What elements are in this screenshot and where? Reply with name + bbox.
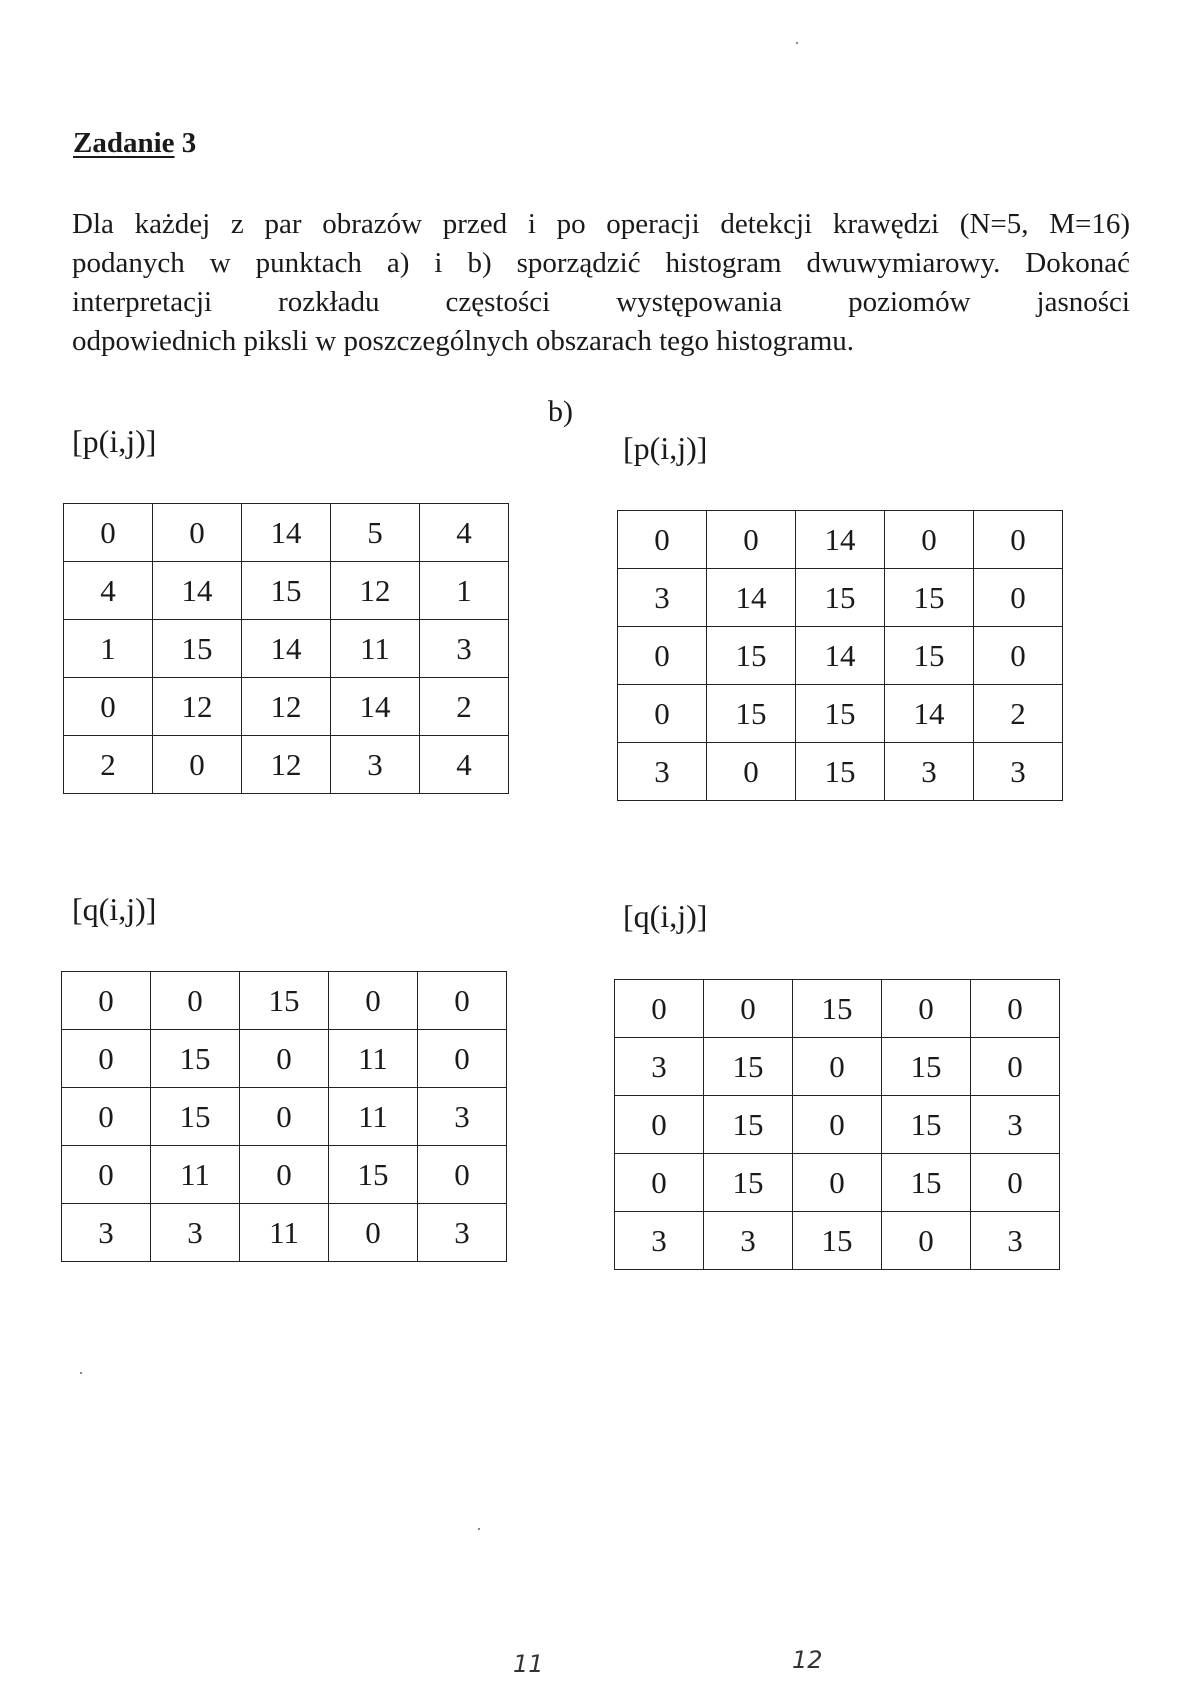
right-p-matrix-cell: 0: [974, 511, 1063, 569]
right-q-matrix-cell: 15: [793, 1212, 882, 1270]
left-p-matrix-row: [64, 620, 509, 678]
left-q-matrix-cell: 0: [418, 1146, 507, 1204]
right-q-matrix-row: [615, 1212, 1060, 1270]
right-p-matrix-cell: 3: [618, 569, 707, 627]
right-p-matrix-cell: 15: [796, 569, 885, 627]
task-line-1: Dla każdej z par obrazów przed i po operacji detekcji krawędzi (N=5, M=16): [72, 208, 1130, 240]
right-p-matrix-row: [618, 627, 1063, 685]
left-p-matrix-cell: 2: [64, 736, 153, 794]
left-q-matrix-cell: 3: [151, 1204, 240, 1262]
left-q-matrix-cell: 3: [418, 1204, 507, 1262]
right-q-matrix-row: [615, 1096, 1060, 1154]
left-p-matrix-cell: 12: [242, 678, 331, 736]
right-q-label: [q(i,j)]: [623, 898, 708, 934]
right-q-matrix-cell: 15: [704, 1096, 793, 1154]
left-q-matrix-cell: 0: [62, 1146, 151, 1204]
right-q-matrix-cell: 0: [882, 980, 971, 1038]
left-p-matrix-cell: 0: [153, 504, 242, 562]
left-q-matrix-cell: 0: [151, 972, 240, 1030]
right-q-matrix-cell: 3: [971, 1096, 1060, 1154]
page-number-left: 11: [513, 1650, 544, 1678]
right-p-matrix-cell: 14: [707, 569, 796, 627]
right-q-matrix-cell: 0: [971, 1154, 1060, 1212]
left-p-matrix-cell: 14: [242, 504, 331, 562]
left-p-matrix-cell: 11: [331, 620, 420, 678]
left-q-matrix-row: [62, 1204, 507, 1262]
left-q-matrix-cell: 15: [240, 972, 329, 1030]
left-p-matrix-cell: 1: [420, 562, 509, 620]
left-p-matrix-cell: 0: [153, 736, 242, 794]
right-p-matrix: [617, 510, 1063, 801]
right-p-label: [p(i,j)]: [623, 430, 708, 466]
left-p-matrix-cell: 4: [64, 562, 153, 620]
left-q-label: [q(i,j)]: [72, 891, 157, 927]
right-p-matrix-cell: 0: [885, 511, 974, 569]
right-q-matrix-cell: 15: [882, 1154, 971, 1212]
task-line-2: podanych w punktach a) i b) sporządzić histogram dwuwymiarowy. Dokonać: [72, 247, 1130, 279]
right-q-matrix-cell: 15: [704, 1038, 793, 1096]
right-q-matrix-cell: 3: [704, 1212, 793, 1270]
task-heading-word: Zadanie: [73, 127, 175, 159]
left-p-matrix-cell: 0: [64, 504, 153, 562]
right-p-matrix-cell: 15: [885, 627, 974, 685]
right-p-matrix-cell: 3: [974, 743, 1063, 801]
left-q-matrix-cell: 0: [240, 1088, 329, 1146]
right-q-matrix-cell: 15: [882, 1038, 971, 1096]
right-q-matrix-cell: 0: [704, 980, 793, 1038]
left-p-matrix-cell: 3: [420, 620, 509, 678]
right-p-matrix-cell: 0: [707, 743, 796, 801]
right-q-matrix-cell: 3: [615, 1212, 704, 1270]
right-q-matrix-cell: 0: [793, 1154, 882, 1212]
left-p-matrix-cell: 1: [64, 620, 153, 678]
right-q-matrix-cell: 15: [793, 980, 882, 1038]
right-p-matrix-cell: 3: [885, 743, 974, 801]
left-q-matrix-cell: 0: [62, 1088, 151, 1146]
left-q-matrix-cell: 0: [240, 1146, 329, 1204]
left-q-matrix: [61, 971, 507, 1262]
left-p-matrix: [63, 503, 509, 794]
right-q-matrix-cell: 0: [793, 1096, 882, 1154]
left-q-matrix-cell: 0: [329, 972, 418, 1030]
left-p-matrix-cell: 3: [331, 736, 420, 794]
right-p-matrix-row: [618, 569, 1063, 627]
left-p-matrix-cell: 15: [153, 620, 242, 678]
left-q-matrix-cell: 0: [418, 1030, 507, 1088]
right-q-matrix-cell: 3: [971, 1212, 1060, 1270]
scan-speck: [796, 42, 798, 44]
right-p-matrix-cell: 14: [796, 627, 885, 685]
left-p-matrix-cell: 14: [153, 562, 242, 620]
left-p-matrix-cell: 4: [420, 504, 509, 562]
right-q-matrix-cell: 3: [615, 1038, 704, 1096]
right-q-matrix-cell: 0: [971, 980, 1060, 1038]
scan-speck: [478, 1528, 480, 1530]
task-line-3: interpretacji rozkładu częstości występowania poziomów jasności: [72, 286, 1130, 318]
left-q-matrix-row: [62, 1146, 507, 1204]
right-q-matrix-cell: 0: [615, 980, 704, 1038]
left-p-matrix-cell: 12: [153, 678, 242, 736]
left-q-matrix-cell: 15: [151, 1088, 240, 1146]
right-p-matrix-cell: 0: [618, 511, 707, 569]
left-q-matrix-cell: 0: [418, 972, 507, 1030]
page-number-right: 12: [792, 1646, 823, 1674]
left-p-matrix-row: [64, 678, 509, 736]
left-q-matrix-cell: 15: [329, 1146, 418, 1204]
left-q-matrix-row: [62, 972, 507, 1030]
scan-speck: [80, 1372, 82, 1374]
left-q-matrix-cell: 3: [418, 1088, 507, 1146]
left-p-matrix-cell: 12: [331, 562, 420, 620]
left-p-label: [p(i,j)]: [72, 423, 157, 459]
right-p-matrix-row: [618, 685, 1063, 743]
right-q-matrix-cell: 0: [615, 1096, 704, 1154]
right-q-matrix-row: [615, 980, 1060, 1038]
left-q-matrix-cell: 11: [329, 1088, 418, 1146]
right-p-matrix-cell: 0: [618, 627, 707, 685]
left-p-matrix-cell: 14: [331, 678, 420, 736]
right-p-matrix-cell: 0: [618, 685, 707, 743]
right-q-matrix-row: [615, 1038, 1060, 1096]
right-q-matrix-cell: 0: [971, 1038, 1060, 1096]
left-q-matrix-cell: 0: [240, 1030, 329, 1088]
left-p-matrix-row: [64, 736, 509, 794]
right-p-matrix-cell: 14: [885, 685, 974, 743]
task-heading-number: 3: [181, 127, 197, 159]
right-q-matrix-cell: 0: [793, 1038, 882, 1096]
right-q-matrix-cell: 0: [615, 1154, 704, 1212]
left-q-matrix-row: [62, 1030, 507, 1088]
right-p-matrix-cell: 3: [618, 743, 707, 801]
left-q-matrix-cell: 11: [151, 1146, 240, 1204]
section-b-label: b): [548, 395, 573, 428]
right-q-matrix-cell: 0: [882, 1212, 971, 1270]
right-p-matrix-cell: 2: [974, 685, 1063, 743]
left-q-matrix-cell: 0: [329, 1204, 418, 1262]
right-p-matrix-cell: 0: [974, 569, 1063, 627]
left-p-matrix-cell: 14: [242, 620, 331, 678]
right-q-matrix-row: [615, 1154, 1060, 1212]
right-p-matrix-row: [618, 511, 1063, 569]
task-description: [72, 205, 1130, 361]
left-p-matrix-row: [64, 504, 509, 562]
right-p-matrix-cell: 15: [796, 743, 885, 801]
right-p-matrix-cell: 14: [796, 511, 885, 569]
right-p-matrix-cell: 0: [974, 627, 1063, 685]
left-p-matrix-cell: 15: [242, 562, 331, 620]
left-p-matrix-row: [64, 562, 509, 620]
right-p-matrix-cell: 15: [707, 627, 796, 685]
left-p-matrix-cell: 4: [420, 736, 509, 794]
left-q-matrix-row: [62, 1088, 507, 1146]
right-q-matrix-cell: 15: [882, 1096, 971, 1154]
right-p-matrix-cell: 0: [707, 511, 796, 569]
right-q-matrix-cell: 15: [704, 1154, 793, 1212]
left-q-matrix-cell: 15: [151, 1030, 240, 1088]
left-q-matrix-cell: 11: [329, 1030, 418, 1088]
right-p-matrix-cell: 15: [796, 685, 885, 743]
task-heading: [73, 127, 196, 160]
right-q-matrix: [614, 979, 1060, 1270]
left-q-matrix-cell: 0: [62, 1030, 151, 1088]
left-q-matrix-cell: 3: [62, 1204, 151, 1262]
task-line-4: odpowiednich piksli w poszczególnych obszarach tego histogramu.: [72, 325, 854, 357]
left-q-matrix-cell: 0: [62, 972, 151, 1030]
left-q-matrix-cell: 11: [240, 1204, 329, 1262]
right-p-matrix-cell: 15: [885, 569, 974, 627]
left-p-matrix-cell: 2: [420, 678, 509, 736]
right-p-matrix-row: [618, 743, 1063, 801]
right-p-matrix-cell: 15: [707, 685, 796, 743]
left-p-matrix-cell: 0: [64, 678, 153, 736]
left-p-matrix-cell: 12: [242, 736, 331, 794]
left-p-matrix-cell: 5: [331, 504, 420, 562]
